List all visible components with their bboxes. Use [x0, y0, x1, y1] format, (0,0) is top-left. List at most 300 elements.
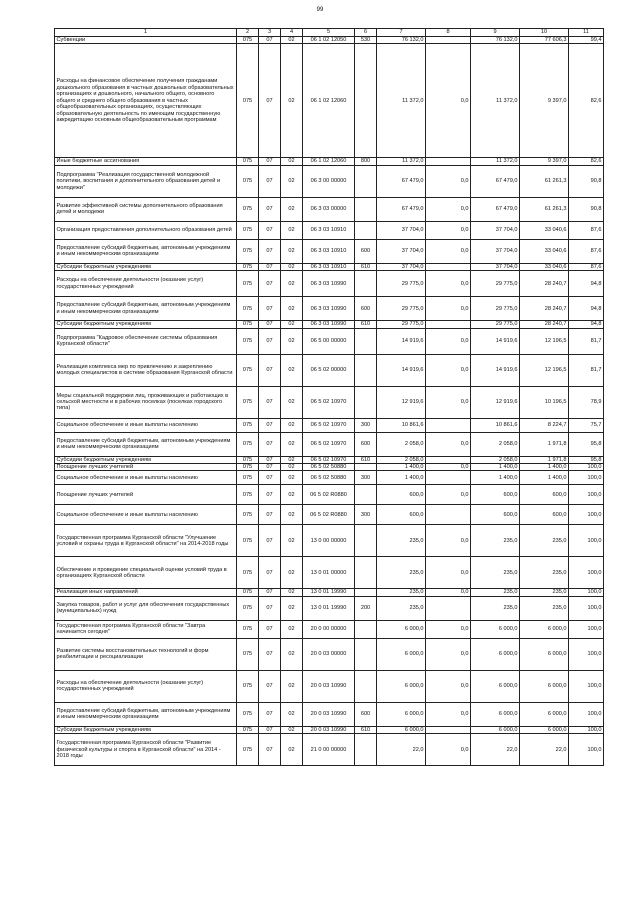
cell-col-2: 075 — [237, 197, 259, 221]
cell-col-4: 02 — [281, 328, 303, 354]
cell-col-5: 06 5 02 10970 — [303, 386, 355, 418]
cell-col-3: 07 — [259, 432, 281, 456]
cell-col-6 — [355, 221, 377, 239]
cell-col-7: 6 000,0 — [377, 702, 426, 726]
column-header-6: 6 — [355, 29, 377, 37]
table-row — [55, 734, 604, 766]
cell-col-3: 07 — [259, 505, 281, 525]
cell-col-6: 600 — [355, 297, 377, 321]
cell-col-2: 075 — [237, 271, 259, 297]
cell-col-3: 07 — [259, 726, 281, 733]
cell-col-2: 075 — [237, 557, 259, 589]
column-header-7: 7 — [377, 29, 426, 37]
cell-col-2: 075 — [237, 525, 259, 557]
cell-col-3: 07 — [259, 702, 281, 726]
cell-col-3: 07 — [259, 158, 281, 165]
cell-col-8 — [426, 726, 471, 733]
cell-col-6: 530 — [355, 37, 377, 44]
cell-col-10: 6 000,0 — [520, 620, 569, 638]
cell-col-10: 28 240,7 — [520, 321, 569, 328]
cell-col-9: 11 372,0 — [471, 44, 520, 158]
cell-col-4: 02 — [281, 620, 303, 638]
cell-col-9: 1 400,0 — [471, 464, 520, 471]
cell-col-11: 100,0 — [569, 596, 604, 620]
cell-col-2: 075 — [237, 670, 259, 702]
cell-col-8: 0,0 — [426, 386, 471, 418]
row-label: Государственная программа Курганской области "Завтра начинается сегодня" — [55, 620, 237, 638]
cell-col-7: 37 704,0 — [377, 263, 426, 270]
cell-col-5: 06 3 03 10990 — [303, 297, 355, 321]
cell-col-3: 07 — [259, 596, 281, 620]
cell-col-8: 0,0 — [426, 197, 471, 221]
cell-col-4: 02 — [281, 464, 303, 471]
cell-col-6: 300 — [355, 418, 377, 432]
cell-col-4: 02 — [281, 197, 303, 221]
cell-col-2: 075 — [237, 328, 259, 354]
cell-col-11: 94,8 — [569, 297, 604, 321]
cell-col-4: 02 — [281, 505, 303, 525]
cell-col-2: 075 — [237, 485, 259, 505]
cell-col-8 — [426, 37, 471, 44]
cell-col-11: 100,0 — [569, 557, 604, 589]
cell-col-7: 29 775,0 — [377, 321, 426, 328]
cell-col-7: 14 919,6 — [377, 354, 426, 386]
table-row — [55, 197, 604, 221]
cell-col-2: 075 — [237, 432, 259, 456]
table-row — [55, 386, 604, 418]
cell-col-5: 06 5 02 10970 — [303, 456, 355, 463]
cell-col-11: 100,0 — [569, 620, 604, 638]
cell-col-5: 06 1 02 12060 — [303, 44, 355, 158]
cell-col-10: 33 040,6 — [520, 221, 569, 239]
row-label: Поощрение лучших учителей — [55, 464, 237, 471]
cell-col-6 — [355, 589, 377, 596]
cell-col-3: 07 — [259, 456, 281, 463]
cell-col-7: 6 000,0 — [377, 670, 426, 702]
cell-col-4: 02 — [281, 734, 303, 766]
row-label: Расходы на финансовое обеспечение получения гражданами дошкольного образования в частных дошкольных образовательных организациях и дошкольного, начального общего, основного общего и среднего общего образования в частных общеобразовательных организациях, осуществляющих образовательную деятельность по имеющим государственную аккредитацию основным общеобразовательным программам — [55, 44, 237, 158]
cell-col-3: 07 — [259, 386, 281, 418]
cell-col-7: 235,0 — [377, 589, 426, 596]
cell-col-7: 37 704,0 — [377, 221, 426, 239]
cell-col-9: 235,0 — [471, 589, 520, 596]
cell-col-10: 6 000,0 — [520, 702, 569, 726]
cell-col-6 — [355, 670, 377, 702]
cell-col-10: 235,0 — [520, 557, 569, 589]
cell-col-8: 0,0 — [426, 328, 471, 354]
row-label: Государственная программа Курганской области "Улучшение условий и охраны труда в Курганской области" на 2014-2018 годы — [55, 525, 237, 557]
cell-col-9: 6 000,0 — [471, 702, 520, 726]
column-header-5: 5 — [303, 29, 355, 37]
cell-col-11: 87,6 — [569, 239, 604, 263]
cell-col-9: 6 000,0 — [471, 670, 520, 702]
cell-col-11: 94,8 — [569, 321, 604, 328]
cell-col-9: 235,0 — [471, 557, 520, 589]
row-label: Расходы на обеспечение деятельности (оказание услуг) государственных учреждений — [55, 271, 237, 297]
cell-col-8: 0,0 — [426, 620, 471, 638]
cell-col-9: 11 372,0 — [471, 158, 520, 165]
row-label: Меры социальной поддержки лиц, проживающих и работающих в сельской местности и в рабочих поселках (поселках городского типа) — [55, 386, 237, 418]
cell-col-8: 0,0 — [426, 734, 471, 766]
cell-col-11: 99,4 — [569, 37, 604, 44]
cell-col-5: 06 5 02 R0880 — [303, 505, 355, 525]
cell-col-10: 6 000,0 — [520, 726, 569, 733]
cell-col-7: 235,0 — [377, 557, 426, 589]
cell-col-6 — [355, 165, 377, 197]
cell-col-10: 28 240,7 — [520, 297, 569, 321]
cell-col-8: 0,0 — [426, 297, 471, 321]
cell-col-9: 2 058,0 — [471, 432, 520, 456]
cell-col-5: 20 0 03 10990 — [303, 726, 355, 733]
cell-col-3: 07 — [259, 37, 281, 44]
cell-col-10: 22,0 — [520, 734, 569, 766]
cell-col-3: 07 — [259, 464, 281, 471]
cell-col-7: 11 372,0 — [377, 158, 426, 165]
cell-col-5: 06 5 02 R0880 — [303, 485, 355, 505]
row-label: Подпрограмма "Реализация государственной молодежной политики, воспитания и дополнительного образования детей и молодежи" — [55, 165, 237, 197]
cell-col-3: 07 — [259, 471, 281, 485]
cell-col-3: 07 — [259, 321, 281, 328]
cell-col-8: 0,0 — [426, 589, 471, 596]
cell-col-11: 81,7 — [569, 354, 604, 386]
row-label: Обеспечение и проведение специальной оценки условий труда в организациях Курганской области — [55, 557, 237, 589]
cell-col-4: 02 — [281, 670, 303, 702]
table-row — [55, 557, 604, 589]
cell-col-11: 100,0 — [569, 589, 604, 596]
cell-col-5: 06 5 02 50880 — [303, 464, 355, 471]
row-label: Государственная программа Курганской области "Развитие физической культуры и спорта в Курганской области" на 2014 - 2018 годы — [55, 734, 237, 766]
cell-col-4: 02 — [281, 525, 303, 557]
cell-col-11: 100,0 — [569, 702, 604, 726]
cell-col-10: 6 000,0 — [520, 670, 569, 702]
cell-col-11: 82,6 — [569, 44, 604, 158]
cell-col-4: 02 — [281, 557, 303, 589]
cell-col-7: 14 919,6 — [377, 328, 426, 354]
cell-col-5: 20 0 03 00000 — [303, 638, 355, 670]
cell-col-5: 06 3 00 00000 — [303, 165, 355, 197]
cell-col-5: 06 5 02 10970 — [303, 432, 355, 456]
row-label: Социальное обеспечение и иные выплаты населению — [55, 471, 237, 485]
cell-col-11: 100,0 — [569, 485, 604, 505]
cell-col-4: 02 — [281, 37, 303, 44]
cell-col-2: 075 — [237, 734, 259, 766]
cell-col-11: 100,0 — [569, 471, 604, 485]
cell-col-9: 14 919,6 — [471, 328, 520, 354]
table-row — [55, 321, 604, 328]
cell-col-2: 075 — [237, 321, 259, 328]
cell-col-10: 12 196,5 — [520, 354, 569, 386]
cell-col-3: 07 — [259, 638, 281, 670]
cell-col-9: 76 132,0 — [471, 37, 520, 44]
cell-col-11: 81,7 — [569, 328, 604, 354]
cell-col-3: 07 — [259, 734, 281, 766]
cell-col-2: 075 — [237, 702, 259, 726]
cell-col-11: 100,0 — [569, 638, 604, 670]
cell-col-10: 600,0 — [520, 485, 569, 505]
cell-col-2: 075 — [237, 165, 259, 197]
table-row — [55, 620, 604, 638]
cell-col-6: 300 — [355, 471, 377, 485]
cell-col-11: 100,0 — [569, 525, 604, 557]
cell-col-2: 075 — [237, 456, 259, 463]
row-label: Предоставление субсидий бюджетным, автономным учреждениям и иным некоммерческим организациям — [55, 239, 237, 263]
cell-col-8 — [426, 263, 471, 270]
cell-col-8: 0,0 — [426, 464, 471, 471]
cell-col-3: 07 — [259, 328, 281, 354]
cell-col-9: 1 400,0 — [471, 471, 520, 485]
table-row — [55, 354, 604, 386]
table-row — [55, 670, 604, 702]
row-label: Развитие системы восстановительных технологий и форм реабилитации и ресоциализации — [55, 638, 237, 670]
column-header-3: 3 — [259, 29, 281, 37]
table-row — [55, 589, 604, 596]
table-row — [55, 328, 604, 354]
cell-col-6: 800 — [355, 158, 377, 165]
table-row — [55, 297, 604, 321]
cell-col-6 — [355, 485, 377, 505]
row-label: Субсидии бюджетным учреждениям — [55, 321, 237, 328]
cell-col-7: 67 479,0 — [377, 165, 426, 197]
table-row — [55, 525, 604, 557]
header-row — [55, 29, 604, 37]
cell-col-2: 075 — [237, 589, 259, 596]
cell-col-2: 075 — [237, 726, 259, 733]
row-label: Организация предоставления дополнительного образования детей — [55, 221, 237, 239]
cell-col-7: 29 775,0 — [377, 271, 426, 297]
cell-col-11: 100,0 — [569, 464, 604, 471]
cell-col-7: 1 400,0 — [377, 471, 426, 485]
row-label: Социальное обеспечение и иные выплаты населению — [55, 418, 237, 432]
cell-col-4: 02 — [281, 485, 303, 505]
cell-col-3: 07 — [259, 221, 281, 239]
row-label: Иные бюджетные ассигнования — [55, 158, 237, 165]
cell-col-6 — [355, 197, 377, 221]
cell-col-3: 07 — [259, 525, 281, 557]
cell-col-6 — [355, 557, 377, 589]
cell-col-10: 1 400,0 — [520, 471, 569, 485]
cell-col-9: 235,0 — [471, 596, 520, 620]
cell-col-11: 82,6 — [569, 158, 604, 165]
cell-col-10: 12 196,5 — [520, 328, 569, 354]
cell-col-2: 075 — [237, 297, 259, 321]
cell-col-8: 0,0 — [426, 44, 471, 158]
cell-col-8: 0,0 — [426, 239, 471, 263]
cell-col-10: 235,0 — [520, 596, 569, 620]
cell-col-2: 075 — [237, 386, 259, 418]
cell-col-9: 22,0 — [471, 734, 520, 766]
cell-col-9: 2 058,0 — [471, 456, 520, 463]
cell-col-6: 610 — [355, 321, 377, 328]
cell-col-11: 75,7 — [569, 418, 604, 432]
cell-col-10: 28 240,7 — [520, 271, 569, 297]
column-header-4: 4 — [281, 29, 303, 37]
column-header-1: 1 — [55, 29, 237, 37]
cell-col-7: 76 132,0 — [377, 37, 426, 44]
cell-col-6 — [355, 525, 377, 557]
cell-col-9: 12 919,6 — [471, 386, 520, 418]
row-label: Расходы на обеспечение деятельности (оказание услуг) государственных учреждений — [55, 670, 237, 702]
cell-col-6 — [355, 638, 377, 670]
cell-col-4: 02 — [281, 702, 303, 726]
table-row — [55, 165, 604, 197]
cell-col-5: 06 3 03 10910 — [303, 221, 355, 239]
cell-col-2: 075 — [237, 44, 259, 158]
row-label: Субсидии бюджетным учреждениям — [55, 726, 237, 733]
column-header-8: 8 — [426, 29, 471, 37]
cell-col-8 — [426, 418, 471, 432]
cell-col-8: 0,0 — [426, 638, 471, 670]
cell-col-2: 075 — [237, 620, 259, 638]
cell-col-3: 07 — [259, 197, 281, 221]
cell-col-9: 600,0 — [471, 485, 520, 505]
cell-col-7: 22,0 — [377, 734, 426, 766]
cell-col-6 — [355, 271, 377, 297]
cell-col-7: 29 775,0 — [377, 297, 426, 321]
cell-col-10: 61 261,3 — [520, 197, 569, 221]
cell-col-4: 02 — [281, 239, 303, 263]
cell-col-3: 07 — [259, 297, 281, 321]
cell-col-4: 02 — [281, 432, 303, 456]
table-row — [55, 37, 604, 44]
cell-col-10: 61 261,3 — [520, 165, 569, 197]
cell-col-11: 94,8 — [569, 271, 604, 297]
cell-col-5: 13 0 00 00000 — [303, 525, 355, 557]
cell-col-9: 10 861,6 — [471, 418, 520, 432]
cell-col-5: 06 5 02 00000 — [303, 354, 355, 386]
cell-col-2: 075 — [237, 596, 259, 620]
cell-col-2: 075 — [237, 263, 259, 270]
row-label: Субсидии бюджетным учреждениям — [55, 456, 237, 463]
cell-col-5: 06 3 03 00000 — [303, 197, 355, 221]
cell-col-3: 07 — [259, 485, 281, 505]
cell-col-2: 075 — [237, 471, 259, 485]
row-label: Предоставление субсидий бюджетным, автономным учреждениям и иным некоммерческим организациям — [55, 702, 237, 726]
cell-col-8 — [426, 596, 471, 620]
cell-col-8: 0,0 — [426, 221, 471, 239]
cell-col-7: 2 058,0 — [377, 432, 426, 456]
cell-col-11: 100,0 — [569, 726, 604, 733]
table-row — [55, 158, 604, 165]
cell-col-9: 29 775,0 — [471, 271, 520, 297]
cell-col-4: 02 — [281, 44, 303, 158]
cell-col-4: 02 — [281, 221, 303, 239]
cell-col-7: 11 372,0 — [377, 44, 426, 158]
cell-col-7: 2 058,0 — [377, 456, 426, 463]
cell-col-2: 075 — [237, 464, 259, 471]
cell-col-4: 02 — [281, 263, 303, 270]
cell-col-7: 10 861,6 — [377, 418, 426, 432]
column-header-9: 9 — [471, 29, 520, 37]
cell-col-7: 6 000,0 — [377, 620, 426, 638]
row-label: Субвенции — [55, 37, 237, 44]
row-label: Поощрение лучших учителей — [55, 485, 237, 505]
cell-col-10: 1 400,0 — [520, 464, 569, 471]
cell-col-8: 0,0 — [426, 165, 471, 197]
cell-col-4: 02 — [281, 638, 303, 670]
cell-col-4: 02 — [281, 386, 303, 418]
cell-col-8: 0,0 — [426, 271, 471, 297]
cell-col-11: 90,8 — [569, 165, 604, 197]
cell-col-5: 06 1 02 12050 — [303, 37, 355, 44]
table-row — [55, 726, 604, 733]
cell-col-5: 13 0 01 19990 — [303, 589, 355, 596]
cell-col-9: 600,0 — [471, 505, 520, 525]
cell-col-3: 07 — [259, 44, 281, 158]
cell-col-3: 07 — [259, 271, 281, 297]
table-row — [55, 418, 604, 432]
cell-col-2: 075 — [237, 354, 259, 386]
cell-col-10: 6 000,0 — [520, 638, 569, 670]
cell-col-6: 600 — [355, 239, 377, 263]
cell-col-9: 37 704,0 — [471, 239, 520, 263]
table-row — [55, 702, 604, 726]
cell-col-10: 77 606,3 — [520, 37, 569, 44]
cell-col-2: 075 — [237, 239, 259, 263]
cell-col-5: 06 5 02 10970 — [303, 418, 355, 432]
cell-col-3: 07 — [259, 418, 281, 432]
cell-col-8 — [426, 321, 471, 328]
cell-col-11: 95,8 — [569, 432, 604, 456]
cell-col-9: 37 704,0 — [471, 263, 520, 270]
cell-col-10: 33 040,6 — [520, 239, 569, 263]
cell-col-3: 07 — [259, 589, 281, 596]
row-label: Закупка товаров, работ и услуг для обеспечения государственных (муниципальных) нужд — [55, 596, 237, 620]
cell-col-9: 29 775,0 — [471, 297, 520, 321]
cell-col-6: 610 — [355, 263, 377, 270]
table-row — [55, 485, 604, 505]
cell-col-11: 100,0 — [569, 505, 604, 525]
cell-col-5: 13 0 01 00000 — [303, 557, 355, 589]
row-label: Социальное обеспечение и иные выплаты населению — [55, 505, 237, 525]
cell-col-2: 075 — [237, 505, 259, 525]
page-number: 99 — [316, 7, 324, 13]
cell-col-5: 06 3 03 10990 — [303, 271, 355, 297]
cell-col-7: 600,0 — [377, 505, 426, 525]
row-label: Предоставление субсидий бюджетным, автономным учреждениям и иным некоммерческим организациям — [55, 432, 237, 456]
cell-col-11: 78,9 — [569, 386, 604, 418]
table-row — [55, 239, 604, 263]
cell-col-9: 235,0 — [471, 525, 520, 557]
cell-col-5: 20 0 03 10990 — [303, 670, 355, 702]
cell-col-2: 075 — [237, 638, 259, 670]
cell-col-5: 20 0 03 10990 — [303, 702, 355, 726]
budget-table — [54, 28, 604, 766]
column-header-2: 2 — [237, 29, 259, 37]
cell-col-6 — [355, 464, 377, 471]
cell-col-9: 6 000,0 — [471, 620, 520, 638]
cell-col-6 — [355, 734, 377, 766]
cell-col-11: 100,0 — [569, 734, 604, 766]
table-row — [55, 638, 604, 670]
row-label: Развитие эффективной системы дополнительного образования детей и молодежи — [55, 197, 237, 221]
table-row — [55, 464, 604, 471]
cell-col-6 — [355, 328, 377, 354]
cell-col-6 — [355, 354, 377, 386]
cell-col-4: 02 — [281, 297, 303, 321]
cell-col-10: 8 224,7 — [520, 418, 569, 432]
table-row — [55, 221, 604, 239]
cell-col-10: 33 040,6 — [520, 263, 569, 270]
cell-col-8: 0,0 — [426, 670, 471, 702]
cell-col-9: 37 704,0 — [471, 221, 520, 239]
cell-col-6: 300 — [355, 505, 377, 525]
cell-col-7: 6 000,0 — [377, 726, 426, 733]
cell-col-4: 02 — [281, 456, 303, 463]
cell-col-7: 235,0 — [377, 525, 426, 557]
cell-col-8: 0,0 — [426, 557, 471, 589]
cell-col-6: 600 — [355, 702, 377, 726]
cell-col-7: 12 919,6 — [377, 386, 426, 418]
